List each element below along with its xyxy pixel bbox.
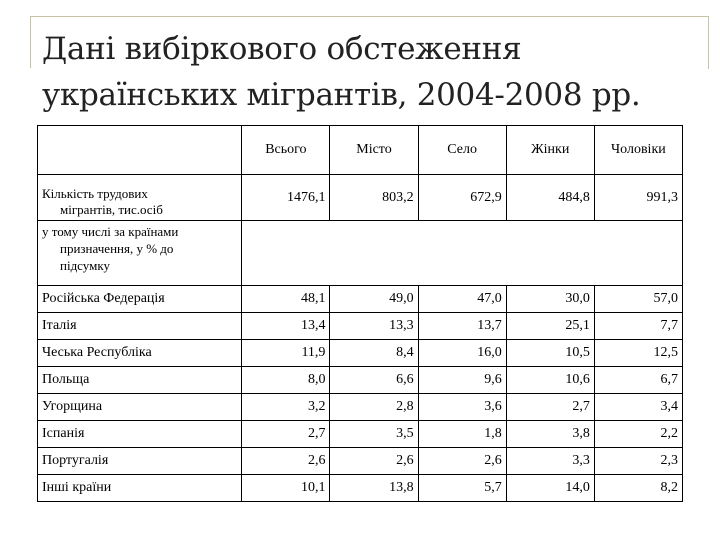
value-cell: 5,7 <box>418 475 506 502</box>
subheader-label <box>38 221 242 286</box>
table-row <box>38 286 683 313</box>
title-line-1: Дані вибіркового обстеження <box>42 31 522 67</box>
value-cell: 8,4 <box>330 340 418 367</box>
total-row-label-line-1: Кількість трудових <box>42 186 148 201</box>
total-row <box>38 175 683 221</box>
value-cell: 8,0 <box>242 367 330 394</box>
table-row <box>38 313 683 340</box>
header-cell-men: Чоловіки <box>594 126 682 175</box>
header-cell-village: Село <box>418 126 506 175</box>
subheader-line-3: підсумку <box>60 258 110 273</box>
value-cell: 13,4 <box>242 313 330 340</box>
value-cell: 48,1 <box>242 286 330 313</box>
value-cell: 6,7 <box>594 367 682 394</box>
value-cell: 3,5 <box>330 421 418 448</box>
total-row-label <box>38 175 242 221</box>
subheader-line-2: призначення, у % до <box>60 241 174 256</box>
header-cell-empty <box>38 126 242 175</box>
migrants-table <box>37 125 683 502</box>
value-cell: 14,0 <box>506 475 594 502</box>
value-cell: 3,2 <box>242 394 330 421</box>
value-cell: 2,6 <box>242 448 330 475</box>
value-cell: 2,7 <box>242 421 330 448</box>
value-cell: 10,6 <box>506 367 594 394</box>
value-cell: 10,5 <box>506 340 594 367</box>
value-cell: 12,5 <box>594 340 682 367</box>
value-cell: 2,8 <box>330 394 418 421</box>
value-cell: 13,8 <box>330 475 418 502</box>
country-label: Португалія <box>38 448 242 475</box>
header-cell-total: Всього <box>242 126 330 175</box>
table-row <box>38 394 683 421</box>
value-cell: 9,6 <box>418 367 506 394</box>
value-cell: 11,9 <box>242 340 330 367</box>
value-cell: 2,2 <box>594 421 682 448</box>
country-label: Інші країни <box>38 475 242 502</box>
value-cell: 10,1 <box>242 475 330 502</box>
country-label: Угорщина <box>38 394 242 421</box>
table-row <box>38 475 683 502</box>
total-cell: 484,8 <box>506 175 594 221</box>
total-cell: 1476,1 <box>242 175 330 221</box>
country-label: Чеська Республіка <box>38 340 242 367</box>
country-label: Іспанія <box>38 421 242 448</box>
value-cell: 25,1 <box>506 313 594 340</box>
total-cell: 672,9 <box>418 175 506 221</box>
header-cell-city: Місто <box>330 126 418 175</box>
value-cell: 6,6 <box>330 367 418 394</box>
value-cell: 3,6 <box>418 394 506 421</box>
value-cell: 7,7 <box>594 313 682 340</box>
subheader-row <box>38 221 683 286</box>
table-row <box>38 367 683 394</box>
value-cell: 2,3 <box>594 448 682 475</box>
total-row-label-line-2: мігрантів, тис.осіб <box>60 202 163 217</box>
value-cell: 30,0 <box>506 286 594 313</box>
country-label: Російська Федерація <box>38 286 242 313</box>
subheader-empty <box>242 221 683 286</box>
value-cell: 8,2 <box>594 475 682 502</box>
header-cell-women: Жінки <box>506 126 594 175</box>
value-cell: 49,0 <box>330 286 418 313</box>
value-cell: 13,7 <box>418 313 506 340</box>
title-line-2: українських мігрантів, 2004-2008 рр. <box>42 77 641 113</box>
table-row <box>38 448 683 475</box>
page-title <box>42 26 702 118</box>
subheader-line-1: у тому числі за країнами <box>42 224 179 239</box>
total-cell: 991,3 <box>594 175 682 221</box>
value-cell: 2,7 <box>506 394 594 421</box>
table-row <box>38 340 683 367</box>
value-cell: 2,6 <box>418 448 506 475</box>
value-cell: 3,8 <box>506 421 594 448</box>
country-label: Італія <box>38 313 242 340</box>
country-label: Польща <box>38 367 242 394</box>
title-frame-left-edge <box>30 16 31 68</box>
total-cell: 803,2 <box>330 175 418 221</box>
value-cell: 2,6 <box>330 448 418 475</box>
table-header-row <box>38 126 683 175</box>
value-cell: 13,3 <box>330 313 418 340</box>
value-cell: 47,0 <box>418 286 506 313</box>
table-row <box>38 421 683 448</box>
value-cell: 3,3 <box>506 448 594 475</box>
value-cell: 57,0 <box>594 286 682 313</box>
value-cell: 1,8 <box>418 421 506 448</box>
value-cell: 3,4 <box>594 394 682 421</box>
value-cell: 16,0 <box>418 340 506 367</box>
